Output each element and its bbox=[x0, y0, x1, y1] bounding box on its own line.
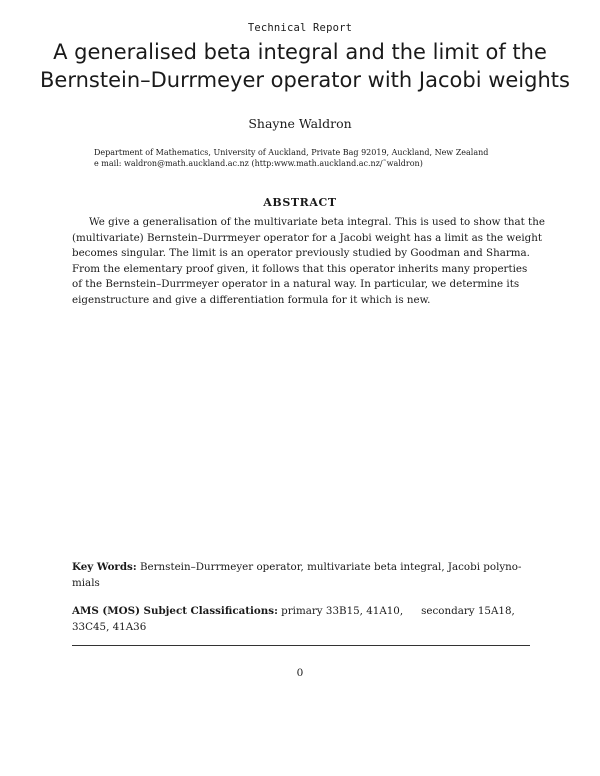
keywords-section bbox=[72, 560, 530, 591]
keywords-label: Key Words: bbox=[72, 561, 137, 573]
abstract-line: (multivariate) Bernstein–Durrmeyer operator for a Jacobi weight has a limit as the weight bbox=[72, 231, 542, 244]
keywords-line-2: mials bbox=[72, 576, 100, 589]
abstract-heading: ABSTRACT bbox=[263, 196, 337, 209]
keywords-line-1 bbox=[72, 560, 530, 576]
ams-line-1 bbox=[72, 604, 530, 620]
ams-line-2: 33C45, 41A36 bbox=[72, 620, 147, 633]
ams-secondary: secondary 15A18, bbox=[421, 605, 515, 617]
paper-title-line-2: Bernstein–Durrmeyer operator with Jacobi weights bbox=[40, 68, 570, 92]
keywords-text: Bernstein–Durrmeyer operator, multivariate beta integral, Jacobi polyno- bbox=[139, 561, 522, 573]
page-number: 0 bbox=[296, 667, 304, 679]
abstract-line: eigenstructure and give a differentiation formula for it which is new. bbox=[72, 293, 431, 306]
abstract-body bbox=[72, 215, 545, 309]
author-affiliation bbox=[94, 148, 514, 169]
ams-classification-section bbox=[72, 604, 530, 635]
author-name: Shayne Waldron bbox=[248, 116, 352, 131]
abstract-line: From the elementary proof given, it follows that this operator inherits many properties bbox=[72, 262, 528, 275]
paper-title-line-1: A generalised beta integral and the limit of the bbox=[53, 40, 547, 64]
footer-divider bbox=[72, 645, 530, 646]
report-type-label: Technical Report bbox=[247, 22, 353, 34]
ams-primary: primary 33B15, 41A10, bbox=[281, 605, 404, 617]
affiliation-contact: e mail: waldron@math.auckland.ac.nz (http:www.math.auckland.ac.nz/˜waldron) bbox=[94, 158, 423, 168]
paper-title bbox=[40, 38, 570, 94]
ams-label: AMS (MOS) Subject Classifications: bbox=[72, 605, 278, 617]
affiliation-address: Department of Mathematics, University of Auckland, Private Bag 92019, Auckland, New Zealand bbox=[94, 148, 489, 157]
abstract-line: We give a generalisation of the multivariate beta integral. This is used to show that the bbox=[89, 216, 545, 228]
abstract-line: becomes singular. The limit is an operator previously studied by Goodman and Sharma. bbox=[72, 247, 530, 260]
abstract-line: of the Bernstein–Durrmeyer operator in a natural way. In particular, we determine its bbox=[72, 278, 520, 291]
